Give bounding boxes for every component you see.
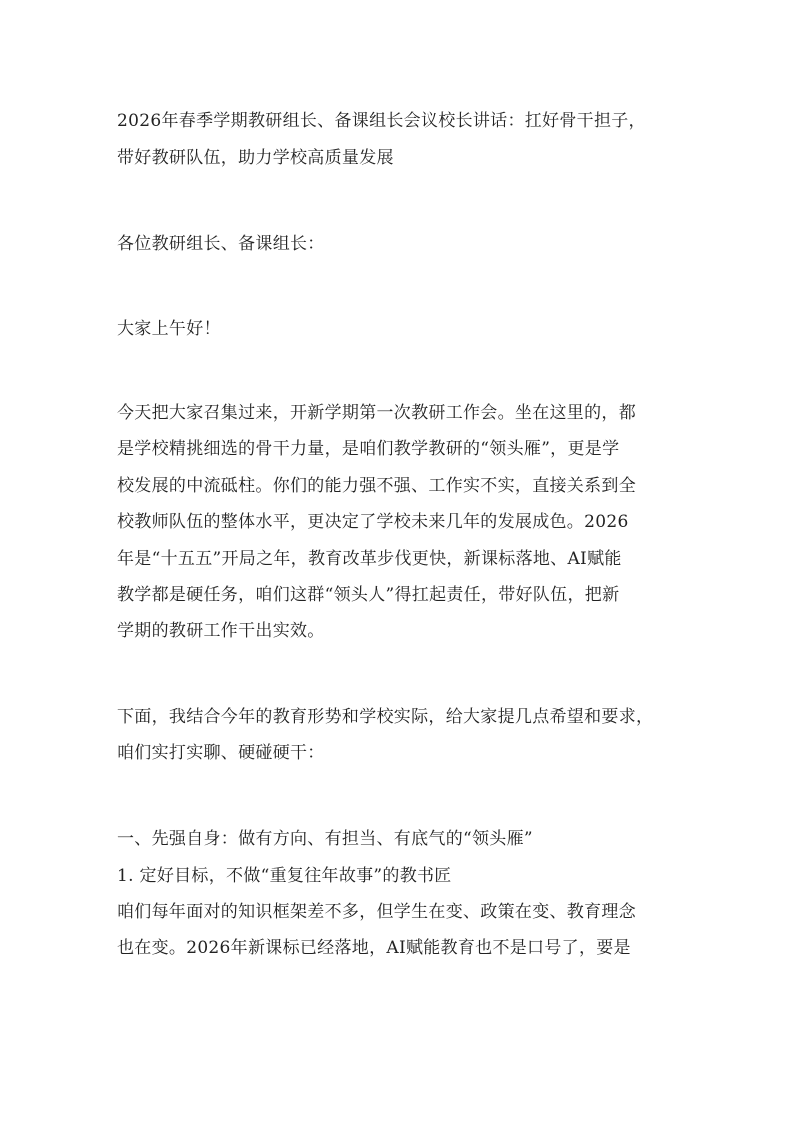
paragraph-2-line: 咱们实打实聊、硬碰硬干： <box>117 743 325 763</box>
paragraph-1-line: 是学校精挑细选的骨干力量，是咱们教学教研的“领头雁”，更是学 <box>117 439 620 459</box>
paragraph-1-line: 校发展的中流砥柱。你们的能力强不强、工作实不实，直接关系到全 <box>117 476 636 496</box>
paragraph-1-line: 学期的教研工作干出实效。 <box>117 621 325 641</box>
paragraph-3-line: 也在变。2026年新课标已经落地，AI赋能教育也不是口号了，要是 <box>117 938 631 958</box>
paragraph-1-line: 今天把大家召集过来，开新学期第一次教研工作会。坐在这里的，都 <box>117 403 636 423</box>
paragraph-3-line: 咱们每年面对的知识框架差不多，但学生在变、政策在变、教育理念 <box>117 902 636 922</box>
subheading-1: 1. 定好目标，不做“重复往年故事”的教书匠 <box>117 866 452 886</box>
paragraph-1-line: 教学都是硬任务，咱们这群“领头人”得扛起责任，带好队伍，把新 <box>117 585 620 605</box>
document-title-line-2: 带好教研队伍，助力学校高质量发展 <box>117 148 394 168</box>
document-title-line-1: 2026年春季学期教研组长、备课组长会议校长讲话：扛好骨干担子， <box>117 111 646 131</box>
paragraph-2-line: 下面，我结合今年的教育形势和学校实际，给大家提几点希望和要求， <box>117 707 654 727</box>
paragraph-1-line: 年是“十五五”开局之年，教育改革步伐更快，新课标落地、AI赋能 <box>117 549 622 569</box>
greeting: 大家上午好！ <box>117 319 221 339</box>
section-1-heading: 一、先强自身：做有方向、有担当、有底气的“领头雁” <box>117 829 533 849</box>
paragraph-1-line: 校教师队伍的整体水平，更决定了学校未来几年的发展成色。2026 <box>117 512 629 532</box>
salutation: 各位教研组长、备课组长： <box>117 234 325 254</box>
